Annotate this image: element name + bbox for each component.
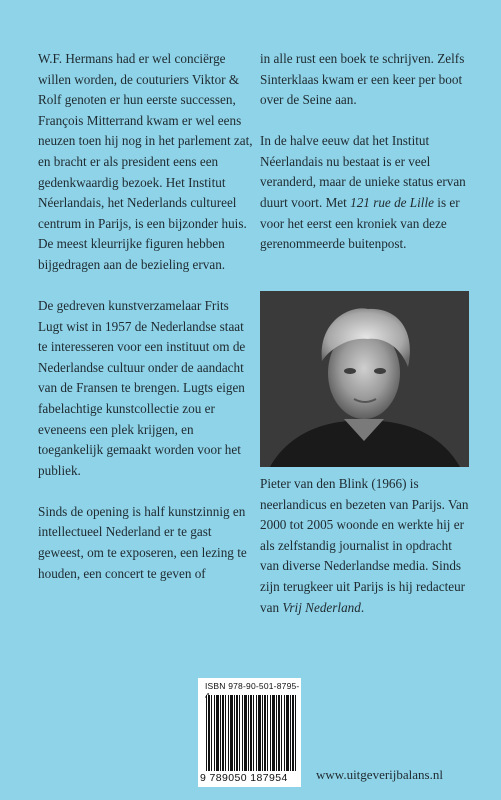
continuation-paragraph: in alle rust een boek te schrijven. Zelfs Sinterklaas kwam er een keer per boot over de Seine aan. (260, 51, 465, 108)
bio-text-end: . (360, 599, 365, 615)
publisher-url[interactable]: www.uitgeverijbalans.nl (316, 767, 443, 782)
intro-paragraph: W.F. Hermans had er wel conciërge willen worden, de couturiers Viktor & Rolf genoten er hun eerste successen, François Mitterrand kwam er wel eens neuzen toen hij nog in het parlement zat, en bracht er als president eens een gedenkwaardig bezoek. Het Institut Néerlandais, het Nederlands cultureel centrum in Parijs, is een bijzonder huis. De meest kleurrijke figuren hebben bijgedragen aan de bezieling ervan. (38, 51, 253, 272)
author-photo (260, 291, 469, 467)
magazine-title: Vrij Nederland (282, 599, 361, 615)
author-bio (260, 474, 470, 639)
barcode-bars (206, 695, 296, 771)
book-title: 121 rue de Lille (350, 195, 434, 211)
frits-lugt-paragraph: De gedreven kunstverzamelaar Frits Lugt wist in 1957 de Nederlandse staat te interesseren voor een instituut om de Nederlandse cultuur onder de aandacht van de Fransen te brengen. Lugts eigen fabelachtige kunstcollectie zou er eveneens een plek krijgen, en toegankelijk gemaakt worden voor het publiek. (38, 298, 246, 478)
barcode (198, 678, 301, 787)
bio-text-start: Pieter van den Blink (1966) is neerlandicus en bezeten van Parijs. Van 2000 tot 2005 woonde en werkte hij er als zelfstandig journalist in opdracht van diverse Nederlandse media. Sinds zijn terugkeer uit Parijs is hij redacteur van (260, 476, 469, 615)
chronicle-text-end: is er voor het eerst een kroniek van deze gerenommeerde buitenpost. (260, 195, 460, 252)
author-bio-text (260, 474, 470, 618)
isbn-label: ISBN 978-90-501-8795- (205, 681, 300, 691)
ean-digits: 9 789050 187954 (200, 772, 288, 784)
chronicle-text-start: In de halve eeuw dat het Institut Néerlandais nu bestaat is er veel veranderd, maar de unieke status ervan duurt voort. Met (260, 133, 466, 211)
author-portrait-image (260, 291, 469, 467)
left-column (38, 49, 253, 605)
chronicle-paragraph (260, 131, 468, 255)
right-column-top (260, 49, 468, 275)
opening-paragraph: Sinds de opening is half kunstzinnig en intellectueel Nederland er te gast geweest, om te exposeren, een lezing te houden, een concert te geven of (38, 503, 247, 581)
